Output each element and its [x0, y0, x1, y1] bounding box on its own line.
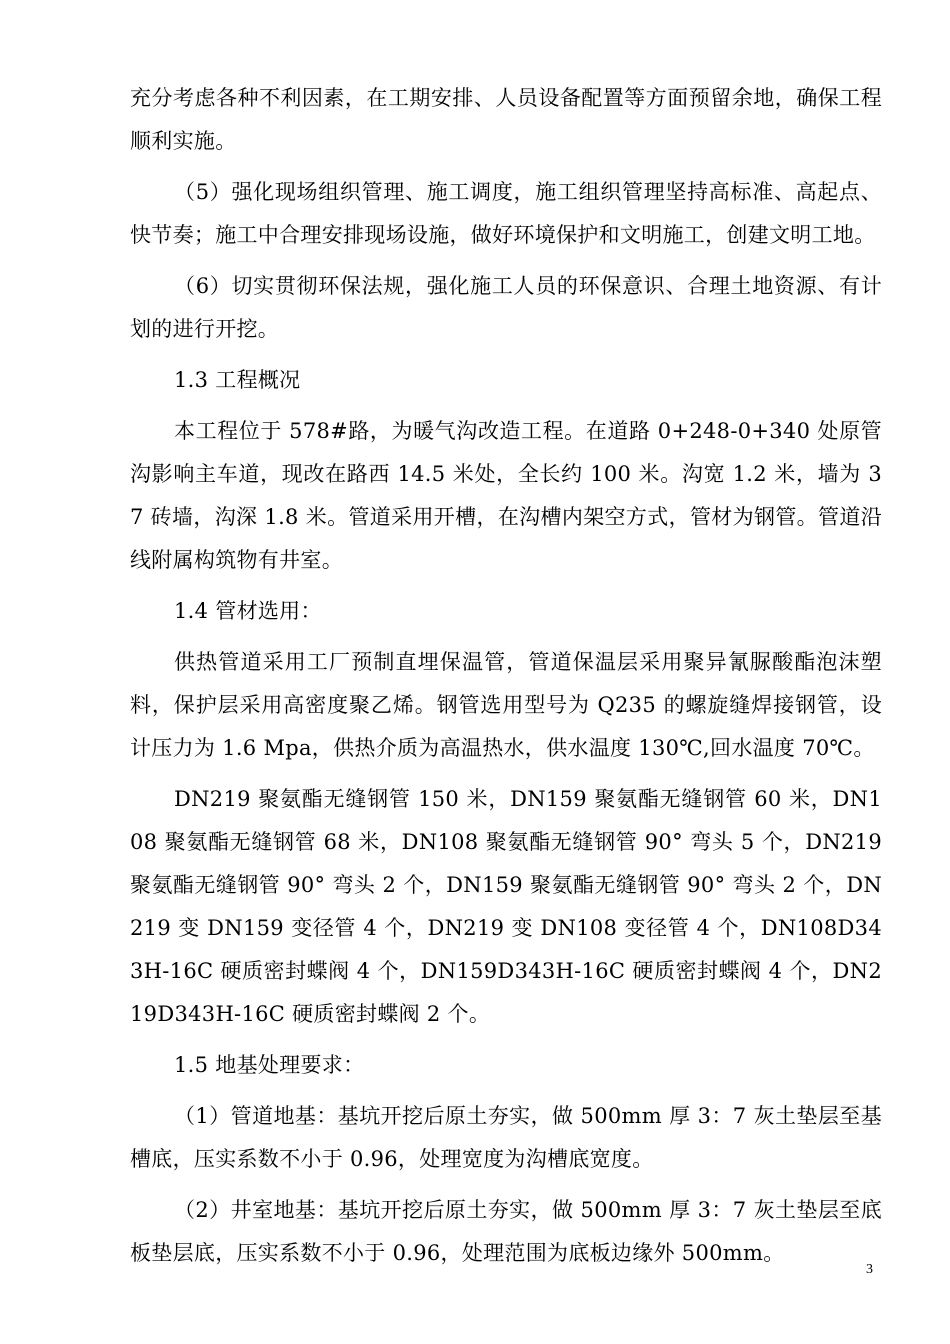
paragraph-project-overview: 本工程位于 578#路，为暖气沟改造工程。在道路 0+248-0+340 处原管沟影响主车道，现改在路西 14.5 米处，全长约 100 米。沟宽 1.2 米，墙为 37 砖墙，沟深 1.8 米。管道采用开槽，在沟槽内架空方式，管材为钢管。管道沿线附属构筑物有井室。	[130, 419, 882, 572]
paragraph-continuation: 充分考虑各种不利因素，在工期安排、人员设备配置等方面预留余地，确保工程顺利实施。	[130, 86, 882, 153]
paragraph-item-5: （5）强化现场组织管理、施工调度，施工组织管理坚持高标准、高起点、快节奏；施工中合理安排现场设施，做好环境保护和文明施工，创建文明工地。	[130, 180, 882, 247]
section-heading-1-4: 1.4 管材选用：	[174, 599, 322, 623]
paragraph-pipe-quantities: DN219 聚氨酯无缝钢管 150 米，DN159 聚氨酯无缝钢管 60 米，DN108 聚氨酯无缝钢管 68 米，DN108 聚氨酯无缝钢管 90° 弯头 5 个，DN219 聚氨酯无缝钢管 90° 弯头 2 个，DN159 聚氨酯无缝钢管 90° 弯头 2 个，DN219 变 DN159 变径管 4 个，DN219 变 DN108 变径管 4 个，DN108D343H-16C 硬质密封蝶阀 4 个，DN159D343H-16C 硬质密封蝶阀 4 个，DN219D343H-16C 硬质密封蝶阀 2 个。	[130, 787, 882, 1026]
page-number: 3	[866, 1262, 873, 1277]
section-heading-1-5: 1.5 地基处理要求：	[174, 1053, 365, 1077]
paragraph-foundation-well-room: （2）井室地基：基坑开挖后原土夯实，做 500mm 厚 3：7 灰土垫层至底板垫层底，压实系数不小于 0.96，处理范围为底板边缘外 500mm。	[130, 1198, 882, 1265]
paragraph-foundation-pipeline: （1）管道地基：基坑开挖后原土夯实，做 500mm 厚 3：7 灰土垫层至基槽底，压实系数不小于 0.96，处理宽度为沟槽底宽度。	[130, 1104, 882, 1171]
paragraph-pipe-materials: 供热管道采用工厂预制直埋保温管，管道保温层采用聚异氰脲酸酯泡沫塑料，保护层采用高密度聚乙烯。钢管选用型号为 Q235 的螺旋缝焊接钢管，设计压力为 1.6 Mpa，供热介质为高温热水，供水温度 130℃,回水温度 70℃。	[130, 650, 882, 760]
section-heading-1-3: 1.3 工程概况	[174, 368, 301, 392]
paragraph-item-6: （6）切实贯彻环保法规，强化施工人员的环保意识、合理土地资源、有计划的进行开挖。	[130, 274, 882, 341]
document-body	[130, 77, 882, 1275]
